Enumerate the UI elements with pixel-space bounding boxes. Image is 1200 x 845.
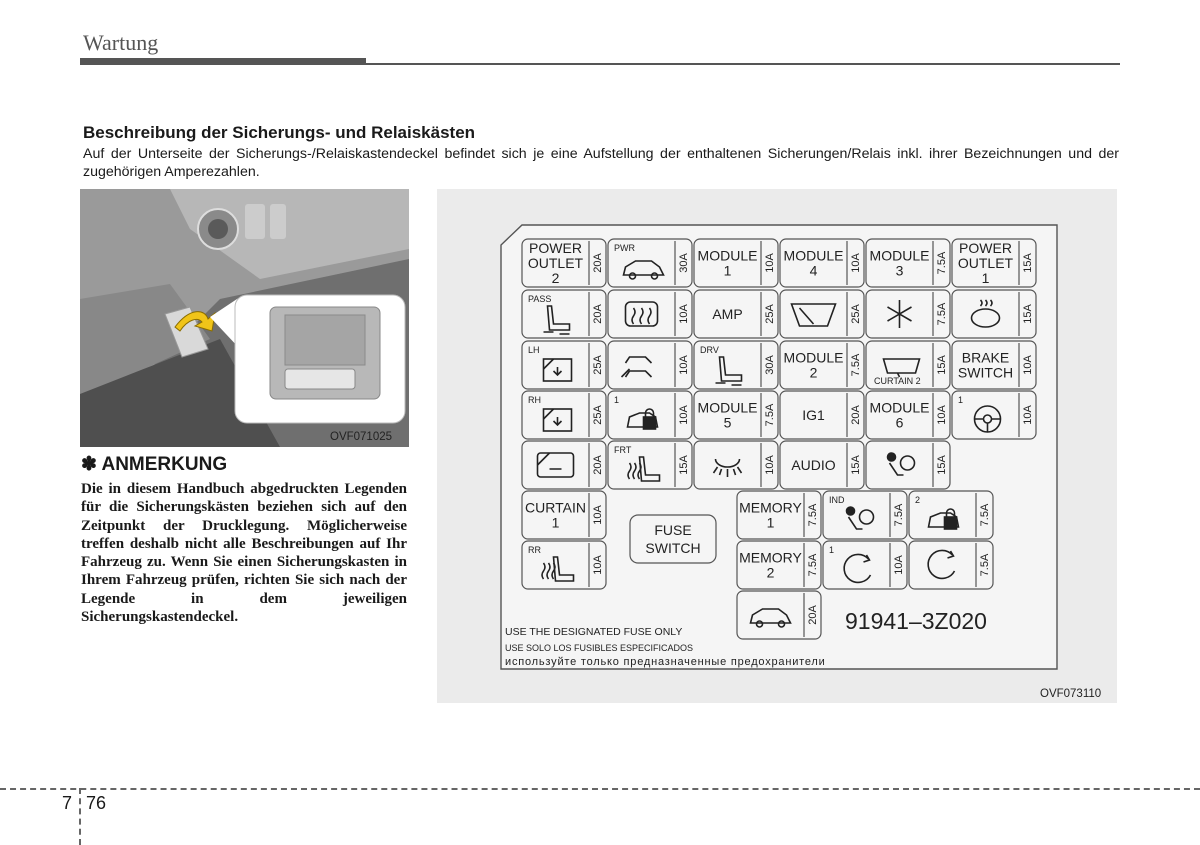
fuse-amp: 10A [1022, 355, 1034, 375]
fuse-sublabel: 1 [829, 545, 835, 555]
page-chapter: 7 [62, 793, 73, 813]
fuse-amp: 10A [850, 253, 862, 273]
fuse-amp: 20A [592, 253, 604, 273]
section-title: Beschreibung der Sicherungs- und Relaiskästen [83, 123, 476, 142]
fuse-box-location-photo [80, 189, 409, 447]
fuse-sublabel: CURTAIN 2 [874, 376, 921, 386]
fuse-amp: 10A [678, 355, 690, 375]
fuse-amp: 7.5A [936, 251, 948, 275]
fuse-amp: 20A [850, 405, 862, 425]
fuse-amp: 15A [678, 455, 690, 475]
fuse-label: 2 [766, 564, 775, 581]
fuse-diagram [437, 189, 1117, 703]
fuse-label: MODULE [697, 247, 758, 264]
fuse-label: POWER [959, 240, 1012, 256]
fuse-sublabel: 1 [958, 395, 964, 405]
fuse-amp: 20A [807, 605, 819, 625]
fuse-sublabel: LH [528, 345, 540, 355]
fuse-amp: 10A [764, 455, 776, 475]
fuse-amp: 10A [678, 304, 690, 324]
fuse-amp: 7.5A [979, 503, 991, 527]
fuse-amp: 7.5A [850, 353, 862, 377]
fuse-amp: 10A [893, 555, 905, 575]
fuse-amp: 10A [678, 405, 690, 425]
fuse-label: MODULE [697, 399, 758, 416]
fuse-amp: 7.5A [893, 503, 905, 527]
fuse-amp: 15A [1022, 253, 1034, 273]
fuse-amp: 7.5A [936, 302, 948, 326]
fuse-sublabel: 1 [614, 395, 620, 405]
fuse-sublabel: RH [528, 395, 541, 405]
note-body: Die in diesem Handbuch abgedruckten Legenden für die Sicherungskästen beziehen sich auf den Zeitpunkt der Drucklegung. Möglicherweise treffen deshalb nicht alle Beschreibungen auf Ihr Fahrzeug zu. Wenn Sie einen Sicherungskasten in Ihrem Fahrzeug prüfen, richten Sie sich nach der Legende in dem jeweiligen Sicherungskastendeckel. [81, 481, 407, 626]
fuse-label: 2 [551, 270, 560, 286]
fuse-sublabel: PASS [528, 294, 552, 304]
fuse-amp: 20A [592, 455, 604, 475]
fuse-label: 1 [766, 514, 775, 531]
fuse-amp: 20A [592, 304, 604, 324]
fuse-label: MODULE [869, 247, 930, 264]
fuse-label: 2 [809, 364, 818, 381]
header-rule [366, 63, 1120, 65]
section-intro: Auf der Unterseite der Sicherungs-/Relaiskastendeckel befindet sich je eine Aufstellung der enthaltenen Sicherungen/Relais inkl. ihrer Bezeichnungen und der zugehörigen Amperezahlen. [83, 146, 1119, 180]
fuse-label: 1 [551, 514, 560, 531]
fuse-label: MODULE [869, 399, 930, 416]
fuse-label: IG1 [802, 407, 825, 423]
fuse-amp: 10A [764, 253, 776, 273]
fuse-sublabel: PWR [614, 243, 635, 253]
fuse-amp: 10A [936, 405, 948, 425]
fuse-label: BRAKE [961, 349, 1010, 366]
fuse-sublabel: RR [528, 545, 541, 555]
fuse-label: MEMORY [739, 499, 802, 516]
footer-divider [79, 788, 81, 845]
fuse-amp: 25A [764, 304, 776, 324]
fuse-label: MEMORY [739, 549, 802, 566]
fuse-label: 4 [809, 262, 818, 279]
fuse-amp: 7.5A [979, 553, 991, 577]
fuse-amp: 7.5A [764, 403, 776, 427]
fuse-label: OUTLET [957, 255, 1014, 271]
fuse-amp: 10A [592, 505, 604, 525]
fuse-label: CURTAIN [525, 499, 586, 516]
fuse-amp: 15A [1022, 304, 1034, 324]
fuse-switch-line2: SWITCH [645, 540, 701, 556]
warning-ru: используйте только предназначенные предохранители [505, 656, 826, 668]
fuse-amp: 10A [592, 555, 604, 575]
warning-es: USE SOLO LOS FUSIBLES ESPECIFICADOS [505, 643, 694, 653]
fuse-amp: 25A [592, 355, 604, 375]
fuse-label: OUTLET [527, 255, 584, 271]
footer-rule [0, 788, 1200, 790]
fuse-amp: 25A [592, 405, 604, 425]
fuse-label: MODULE [783, 247, 844, 264]
page-number: 76 [86, 793, 107, 813]
header-rule-thick [80, 58, 366, 65]
fuse-amp: 7.5A [807, 553, 819, 577]
fuse-label: 5 [723, 414, 732, 431]
fuse-label: AUDIO [791, 457, 836, 473]
fuse-label: 1 [981, 270, 990, 286]
fuse-switch-line1: FUSE [654, 522, 692, 538]
fuse-amp: 30A [678, 253, 690, 273]
fuse-label: 1 [723, 262, 732, 279]
header-title: Wartung [83, 30, 159, 55]
fuse-label: 6 [895, 414, 904, 431]
fuse-sublabel: FRT [614, 445, 632, 455]
fuse-label: MODULE [783, 349, 844, 366]
photo-label: OVF071025 [330, 431, 393, 443]
fuse-amp: 7.5A [807, 503, 819, 527]
fuse-sublabel: DRV [700, 345, 719, 355]
fuse-amp: 10A [1022, 405, 1034, 425]
fuse-amp: 15A [850, 455, 862, 475]
fuse-label: AMP [712, 306, 743, 322]
note-title: ✽ ANMERKUNG [81, 454, 228, 475]
fuse-amp: 15A [936, 355, 948, 375]
diagram-label: OVF073110 [1040, 688, 1102, 700]
part-number: 91941–3Z020 [845, 608, 987, 634]
fuse-amp: 25A [850, 304, 862, 324]
fuse-label: POWER [529, 240, 582, 256]
fuse-sublabel: 2 [915, 495, 921, 505]
warning-en: USE THE DESIGNATED FUSE ONLY [505, 626, 683, 638]
fuse-amp: 15A [936, 455, 948, 475]
fuse-label: SWITCH [957, 364, 1014, 381]
fuse-sublabel: IND [829, 495, 845, 505]
fuse-amp: 30A [764, 355, 776, 375]
fuse-label: 3 [895, 262, 904, 279]
